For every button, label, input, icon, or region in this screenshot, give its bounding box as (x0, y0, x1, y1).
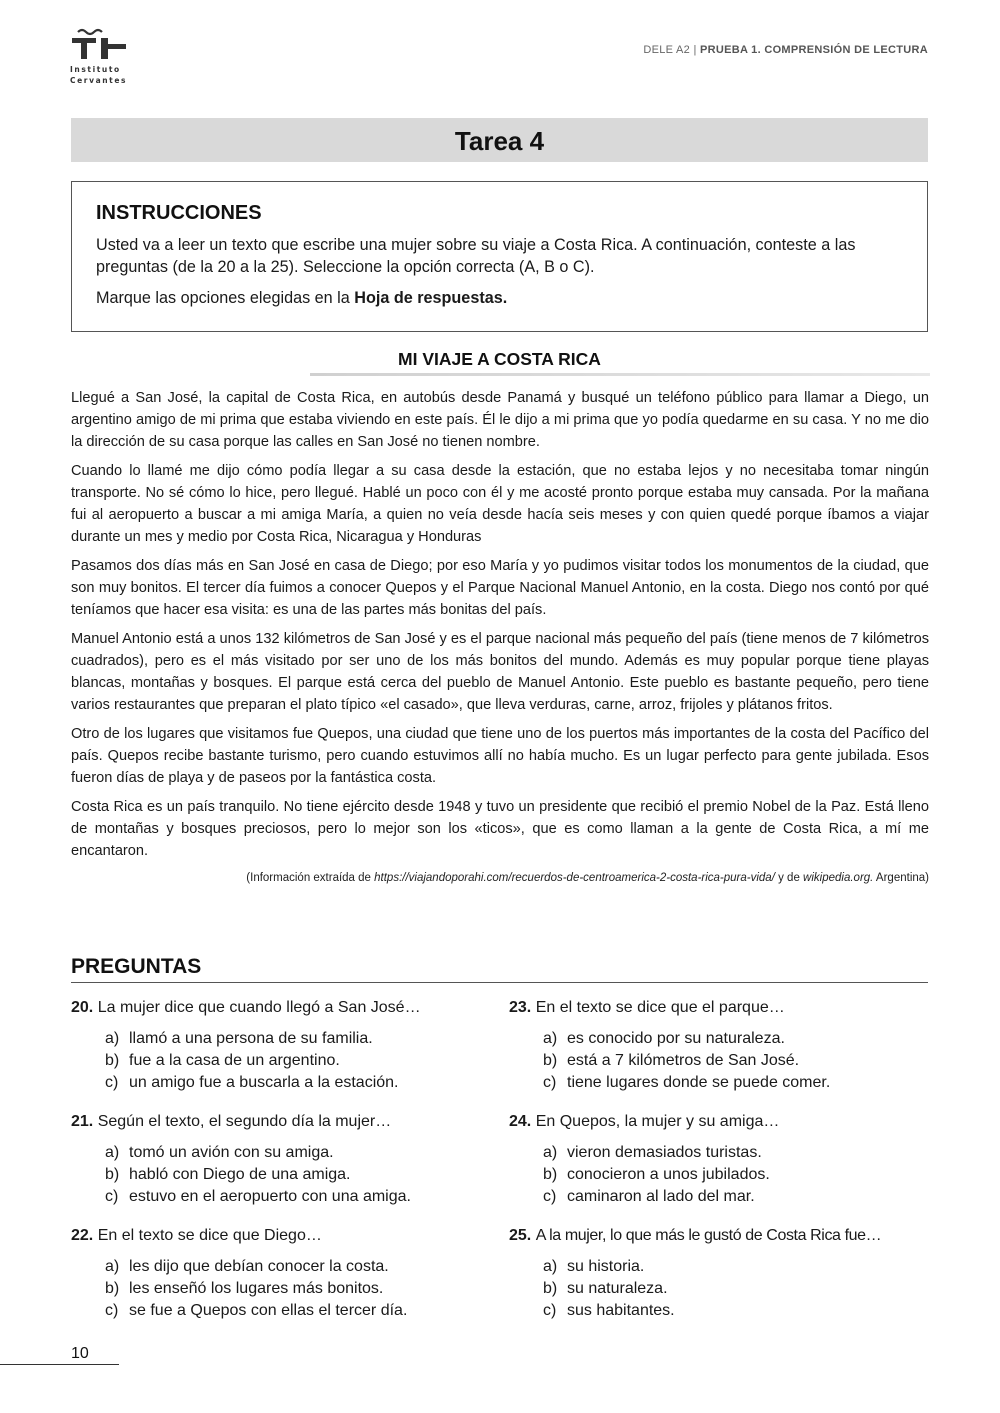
option-b[interactable] (105, 1278, 491, 1300)
option-letter: a) (105, 1258, 120, 1275)
question-stem: A la mujer, lo que más le gustó de Costa Rica fue… (535, 1227, 882, 1244)
source-prefix: (Información extraída de (246, 872, 375, 884)
option-letter: b) (543, 1280, 558, 1297)
option-a[interactable] (105, 1256, 491, 1278)
question-number: 23. (509, 999, 532, 1016)
source-citation (71, 867, 929, 889)
option-letter: b) (105, 1280, 120, 1297)
cervantes-logo-icon (70, 28, 128, 60)
question-22 (71, 1225, 491, 1339)
question-number: 20. (71, 999, 94, 1016)
option-b[interactable] (105, 1050, 491, 1072)
option-letter: c) (543, 1302, 557, 1319)
questions-heading-rule (71, 982, 928, 983)
option-text: estuvo en el aeropuerto con una amiga. (129, 1188, 411, 1205)
instructions-box (71, 181, 928, 332)
option-text: les dijo que debían conocer la costa. (129, 1258, 389, 1275)
reading-title-underline (310, 373, 930, 376)
task-title: Tarea 4 (454, 126, 545, 156)
paragraph: Manuel Antonio está a unos 132 kilómetros de San José y es el parque nacional más pequeño del país (tiene menos de 7 kilómetros cuadrados), pero es el más visitado por ser uno de los más bonitos del mundo. Además es muy popular porque tiene playas blancas, montañas y bosques. El parque está cerca del pueblo de Manuel Antonio. Este pueblo es bastante pequeño, pero tiene varios restaurantes que preparan el plato típico «el casado», que lleva verduras, carne, arroz, frijoles y plátanos fritos. (71, 631, 929, 713)
option-letter: a) (105, 1030, 120, 1047)
question-number: 25. (509, 1227, 532, 1244)
option-text: fue a la casa de un argentino. (129, 1052, 340, 1069)
question-stem: Según el texto, el segundo día la mujer… (97, 1113, 392, 1130)
reading-text (71, 387, 929, 889)
option-text: se fue a Quepos con ellas el tercer día. (129, 1302, 408, 1319)
option-letter: c) (105, 1188, 119, 1205)
questions-heading: PREGUNTAS (71, 955, 202, 978)
option-text: está a 7 kilómetros de San José. (567, 1052, 800, 1069)
paragraph: Otro de los lugares que visitamos fue Quepos, una ciudad que tiene uno de los puertos más importantes de la costa del Pacífico del país. Quepos recibe bastante turismo, pero cuando estuvimos allí no había mucho. Es un lugar perfecto para gente jubilada. Esos fueron días de playa y de paseos por la fantástica costa. (71, 726, 929, 786)
option-text: su naturaleza. (567, 1280, 668, 1297)
option-letter: b) (543, 1052, 558, 1069)
option-letter: b) (543, 1166, 558, 1183)
option-text: vieron demasiados turistas. (567, 1144, 762, 1161)
header-part: COMPRENSIÓN DE LECTURA (764, 44, 928, 56)
option-a[interactable] (105, 1142, 491, 1164)
task-title-band (71, 118, 928, 162)
option-text: un amigo fue a buscarla a la estación. (129, 1074, 399, 1091)
option-b[interactable] (105, 1164, 491, 1186)
option-letter: c) (543, 1074, 557, 1091)
source-site: wikipedia.org. (803, 872, 874, 884)
logo-line-1: Instituto (70, 65, 121, 74)
question-23 (509, 997, 934, 1111)
option-text: llamó a una persona de su familia. (129, 1030, 373, 1047)
question-stem: La mujer dice que cuando llegó a San José… (97, 999, 421, 1016)
option-a[interactable] (543, 1028, 934, 1050)
option-letter: c) (105, 1074, 119, 1091)
questions-column-left (71, 997, 491, 1339)
question-stem: En el texto se dice que el parque… (535, 999, 785, 1016)
option-text: caminaron al lado del mar. (567, 1188, 755, 1205)
option-text: es conocido por su naturaleza. (567, 1030, 785, 1047)
logo-line-2: Cervantes (70, 76, 128, 85)
option-c[interactable] (105, 1186, 491, 1208)
option-c[interactable] (543, 1072, 934, 1094)
page-number-rule (0, 1364, 119, 1365)
questions-column-right (509, 997, 934, 1339)
question-number: 24. (509, 1113, 532, 1130)
option-c[interactable] (543, 1186, 934, 1208)
option-a[interactable] (543, 1142, 934, 1164)
source-suffix: Argentina) (873, 872, 929, 884)
option-c[interactable] (105, 1072, 491, 1094)
source-url: https://viajandoporahi.com/recuerdos-de-centroamerica-2-costa-rica-pura-vida/ (374, 872, 775, 884)
question-21 (71, 1111, 491, 1225)
question-stem: En Quepos, la mujer y su amiga… (535, 1113, 780, 1130)
question-20 (71, 997, 491, 1111)
option-text: su historia. (567, 1258, 645, 1275)
paragraph: Cuando lo llamé me dijo cómo podía llegar a su casa desde la estación, que no estaba lejos y no necesitaba tomar ningún transporte. No sé cómo lo hice, pero llegué. Hablé un poco con él y me acosté pronto porque estaba muy cansada. Por la mañana fui al aeropuerto a buscar a mi amiga María, a quien no veía desde hacía seis meses y con quien quedé porque íbamos a viajar durante un mes y medio por Costa Rica, Nicaragua y Honduras (71, 463, 929, 545)
answer-sheet-label: Hoja de respuestas. (354, 289, 508, 307)
option-letter: c) (543, 1188, 557, 1205)
option-text: tomó un avión con su amiga. (129, 1144, 334, 1161)
paragraph: Pasamos dos días más en San José en casa de Diego; por eso María y yo pudimos visitar todos los monumentos de la ciudad, que son muy bonitos. El tercer día fuimos a conocer Quepos y el Parque Nacional Manuel Antonio, en la costa. Diego nos contó por qué teníamos que hacer esa visita: es una de las partes más bonitas del país. (71, 558, 929, 618)
option-text: sus habitantes. (567, 1302, 675, 1319)
option-letter: b) (105, 1052, 120, 1069)
option-text: tiene lugares donde se puede comer. (567, 1074, 831, 1091)
reading-title: MI VIAJE A COSTA RICA (398, 349, 601, 369)
option-letter: a) (105, 1144, 120, 1161)
question-25 (509, 1225, 934, 1339)
option-c[interactable] (543, 1300, 934, 1322)
option-letter: a) (543, 1258, 558, 1275)
question-stem: En el texto se dice que Diego… (97, 1227, 322, 1244)
source-mid: y de (774, 872, 804, 884)
header-exam: DELE A2 | (643, 44, 697, 56)
option-c[interactable] (105, 1300, 491, 1322)
instructions-heading: INSTRUCCIONES (96, 202, 262, 224)
option-b[interactable] (543, 1050, 934, 1072)
option-b[interactable] (543, 1164, 934, 1186)
paragraph: Costa Rica es un país tranquilo. No tiene ejército desde 1948 y tuvo un presidente que recibió el premio Nobel de la Paz. Está lleno de montañas y bosques preciosos, pero lo mejor son los «ticos», que es como llaman a la gente de Costa Rica, a mí me encantaron. (71, 799, 929, 859)
option-letter: a) (543, 1030, 558, 1047)
option-text: les enseñó los lugares más bonitos. (129, 1280, 384, 1297)
option-letter: c) (105, 1302, 119, 1319)
option-text: conocieron a unos jubilados. (567, 1166, 770, 1183)
question-24 (509, 1111, 934, 1225)
question-number: 22. (71, 1227, 94, 1244)
instituto-cervantes-logo (70, 28, 140, 86)
running-header (643, 44, 928, 56)
option-letter: a) (543, 1144, 558, 1161)
header-section: PRUEBA 1. (699, 44, 761, 56)
page-number: 10 (71, 1345, 89, 1362)
question-number: 21. (71, 1113, 94, 1130)
paragraph: Llegué a San José, la capital de Costa Rica, en autobús desde Panamá y busqué un teléfono público para llamar a Diego, un argentino amigo de mi prima que estaba viviendo en este país. Él le dijo a mi prima que yo podía quedarme en su casa. Y no me dio la dirección de su casa porque las calles en San José no tienen nombre. (71, 390, 929, 450)
instructions-note-prefix: Marque las opciones elegidas en la (96, 289, 355, 307)
instructions-text: Usted va a leer un texto que escribe una mujer sobre su viaje a Costa Rica. A continuación, conteste a las preguntas (de la 20 a la 25). Seleccione la opción correcta (A, B o C). (96, 236, 856, 276)
option-letter: b) (105, 1166, 120, 1183)
instructions-answer-sheet-note (96, 287, 903, 309)
option-b[interactable] (543, 1278, 934, 1300)
option-a[interactable] (543, 1256, 934, 1278)
option-a[interactable] (105, 1028, 491, 1050)
option-text: habló con Diego de una amiga. (129, 1166, 351, 1183)
